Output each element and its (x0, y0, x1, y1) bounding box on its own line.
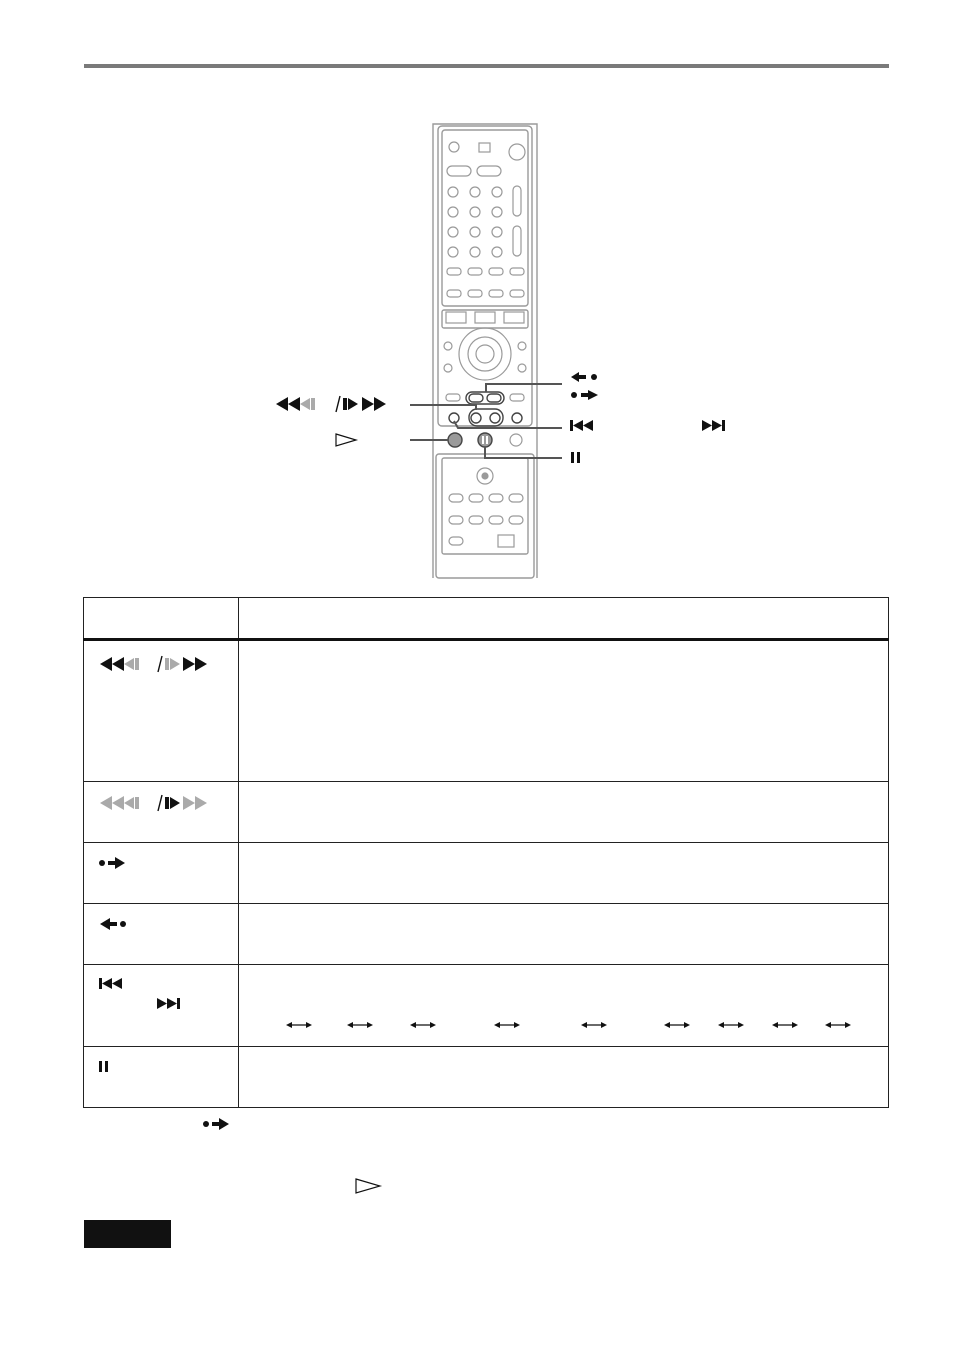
remote-illustration (270, 118, 750, 580)
row-icon-cell (84, 843, 239, 904)
double-arrow-icon (772, 1022, 798, 1028)
prev-callout-icon (570, 420, 593, 431)
rewind-slow-forward-icon (98, 653, 238, 683)
pause-icon (98, 1057, 128, 1077)
next-callout-icon (702, 420, 725, 431)
header-cell-buttons (84, 598, 239, 640)
instant-replay-callout-icon (571, 372, 597, 382)
double-arrow-icon (410, 1022, 436, 1028)
instant-replay-icon (98, 914, 138, 934)
row-icon-cell (84, 965, 239, 1047)
rewind-forward-callout-icon (276, 396, 386, 412)
table-row (84, 640, 889, 782)
row-desc-cell (239, 965, 889, 1047)
play-callout-icon (336, 434, 356, 446)
table-row (84, 782, 889, 843)
double-arrow-icon (286, 1022, 312, 1028)
slow-gray-icon (98, 792, 238, 822)
row-desc-cell (239, 640, 889, 782)
row-icon-cell (84, 904, 239, 965)
double-arrow-icon (664, 1022, 690, 1028)
table-row (84, 843, 889, 904)
double-arrow-icon (825, 1022, 851, 1028)
instant-advance-callout-icon (571, 390, 598, 400)
row-desc-cell (239, 782, 889, 843)
double-arrow-icon (718, 1022, 744, 1028)
double-arrow-icon (581, 1022, 607, 1028)
row-desc-cell (239, 904, 889, 965)
row-desc-cell (239, 1047, 889, 1108)
instant-advance-icon (98, 853, 138, 873)
row-desc-cell (239, 843, 889, 904)
table-row (84, 1047, 889, 1108)
table-header-row (84, 598, 889, 640)
row-icon-cell (84, 782, 239, 843)
table-row (84, 965, 889, 1047)
instant-advance-icon (202, 1116, 234, 1132)
row-icon-cell (84, 1047, 239, 1108)
header-cell-operations (239, 598, 889, 640)
double-arrow-icon (347, 1022, 373, 1028)
top-rule (84, 64, 889, 68)
play-triangle-icon (354, 1177, 384, 1195)
notes-heading-bar (84, 1220, 171, 1248)
pause-callout-icon (571, 452, 580, 463)
skip-prev-next-icon (98, 975, 218, 1025)
row-icon-cell (84, 640, 239, 782)
double-arrow-icon (494, 1022, 520, 1028)
table-row (84, 904, 889, 965)
sequence-arrows (276, 1017, 876, 1033)
